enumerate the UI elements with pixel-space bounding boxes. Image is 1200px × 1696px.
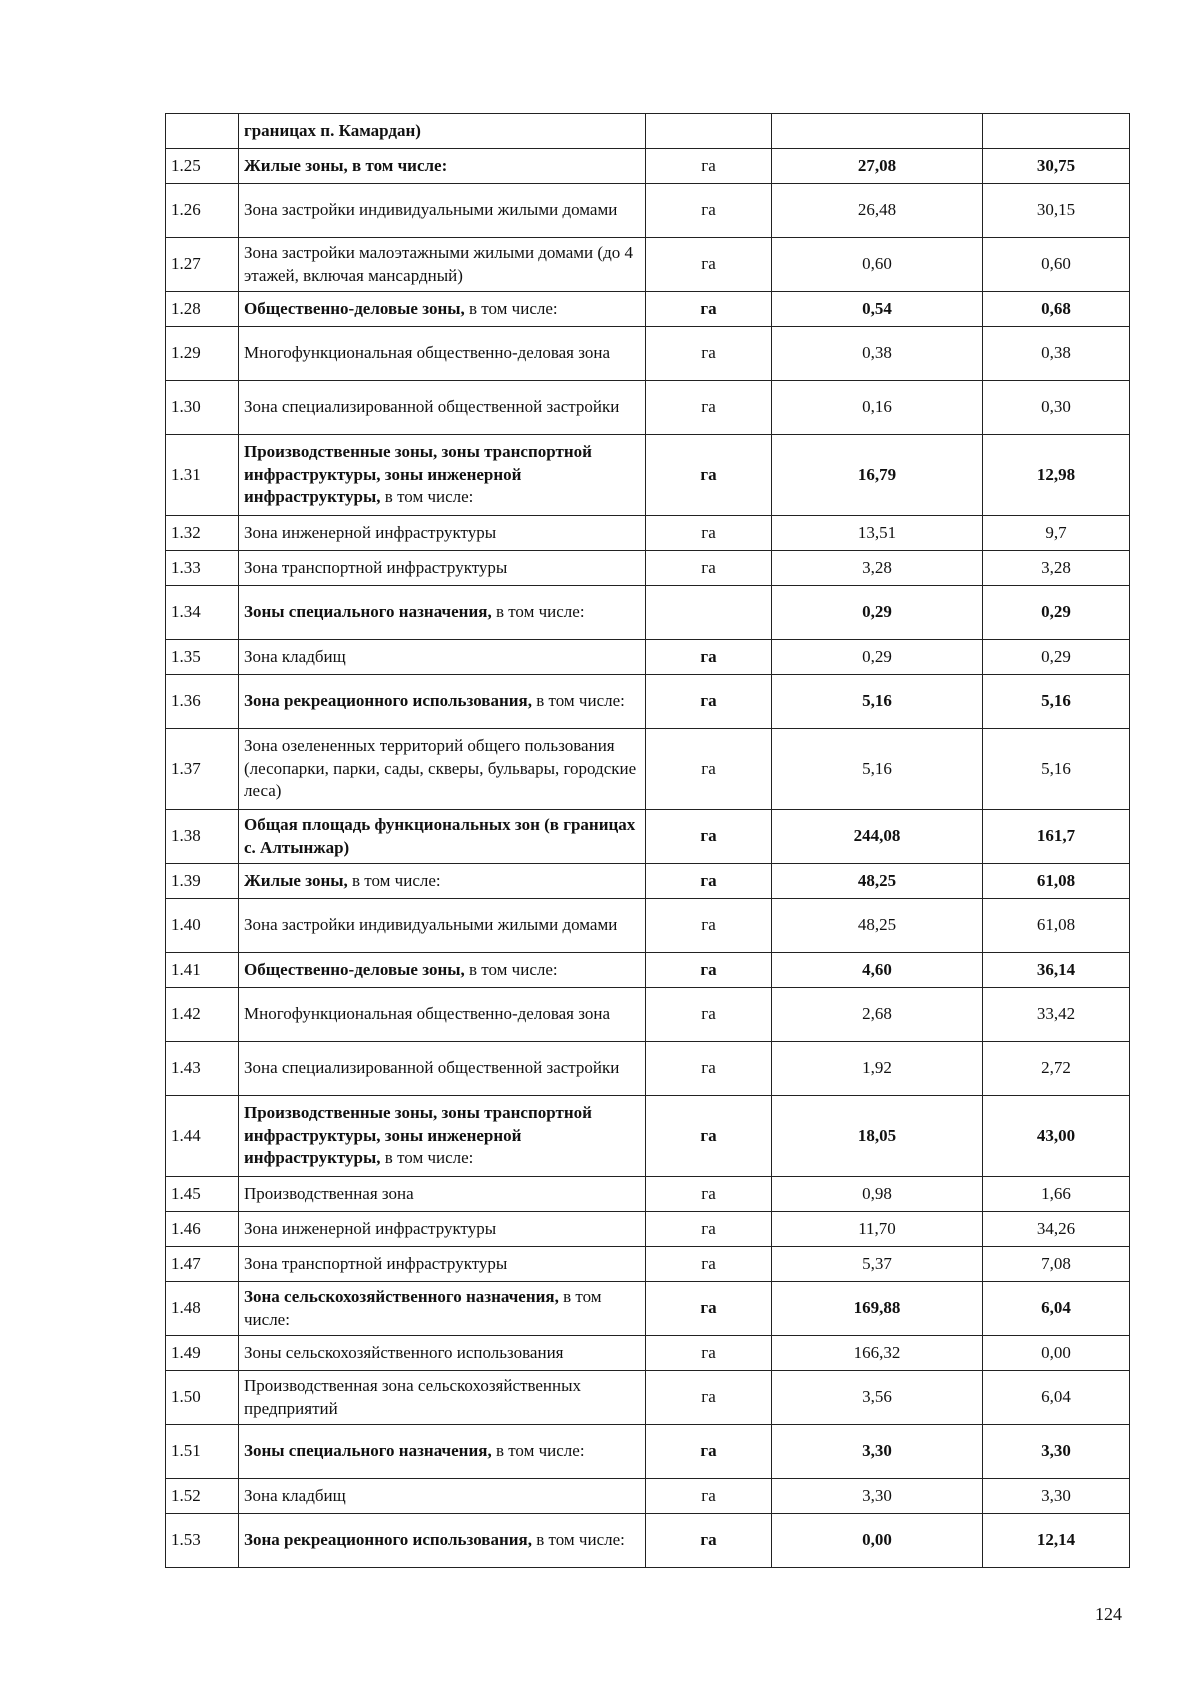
row-number: 1.38	[166, 810, 239, 864]
zone-name-text: Многофункциональная общественно-деловая зона	[244, 343, 611, 363]
unit-cell: га	[646, 864, 772, 899]
unit-cell: га	[646, 551, 772, 586]
value-planned-cell: 2,72	[983, 1042, 1130, 1096]
row-number: 1.36	[166, 675, 239, 729]
unit-cell: га	[646, 675, 772, 729]
zone-name-cell	[239, 1282, 646, 1336]
row-number: 1.46	[166, 1212, 239, 1247]
zone-name-text: Зона озелененных территорий общего пользования (лесопарки, парки, сады, скверы, бульвары, городские леса)	[244, 736, 637, 801]
unit-cell: га	[646, 1479, 772, 1514]
table-row	[166, 1514, 1130, 1568]
value-planned-cell: 0,30	[983, 381, 1130, 435]
value-planned-cell: 6,04	[983, 1371, 1130, 1425]
row-number: 1.53	[166, 1514, 239, 1568]
zone-name-cell	[239, 1247, 646, 1282]
unit-cell: га	[646, 149, 772, 184]
value-planned-cell: 5,16	[983, 675, 1130, 729]
row-number: 1.33	[166, 551, 239, 586]
value-planned-cell: 3,30	[983, 1479, 1130, 1514]
value-planned-cell: 30,15	[983, 184, 1130, 238]
value-planned-cell: 3,30	[983, 1425, 1130, 1479]
table-row	[166, 184, 1130, 238]
value-planned-cell: 0,29	[983, 640, 1130, 675]
zone-name-bold: Зоны специального назначения,	[244, 1441, 492, 1461]
zone-name-text: Зона транспортной инфраструктуры	[244, 1253, 508, 1273]
value-existing-cell: 5,16	[772, 729, 983, 810]
value-planned-cell: 0,00	[983, 1336, 1130, 1371]
unit-cell: га	[646, 810, 772, 864]
row-number: 1.37	[166, 729, 239, 810]
zone-name-text: в том числе:	[464, 298, 558, 318]
value-planned-cell: 43,00	[983, 1096, 1130, 1177]
zone-name-cell	[239, 551, 646, 586]
value-existing-cell: 3,30	[772, 1425, 983, 1479]
row-number	[166, 114, 239, 149]
table-row	[166, 1371, 1130, 1425]
zone-name-cell	[239, 1479, 646, 1514]
value-planned-cell: 0,68	[983, 292, 1130, 327]
value-existing-cell: 5,37	[772, 1247, 983, 1282]
row-number: 1.51	[166, 1425, 239, 1479]
value-existing-cell: 1,92	[772, 1042, 983, 1096]
table-row	[166, 292, 1130, 327]
row-number: 1.49	[166, 1336, 239, 1371]
zone-name-cell	[239, 292, 646, 327]
zone-name-text: Зона специализированной общественной застройки	[244, 397, 620, 417]
value-planned-cell: 161,7	[983, 810, 1130, 864]
unit-cell	[646, 114, 772, 149]
table-row	[166, 516, 1130, 551]
value-existing-cell: 0,29	[772, 586, 983, 640]
value-planned-cell: 36,14	[983, 953, 1130, 988]
unit-cell: га	[646, 184, 772, 238]
unit-cell: га	[646, 327, 772, 381]
zone-name-cell	[239, 899, 646, 953]
value-planned-cell: 0,29	[983, 586, 1130, 640]
unit-cell: га	[646, 435, 772, 516]
unit-cell: га	[646, 1247, 772, 1282]
row-number: 1.47	[166, 1247, 239, 1282]
row-number: 1.25	[166, 149, 239, 184]
unit-cell: га	[646, 1212, 772, 1247]
value-existing-cell: 2,68	[772, 988, 983, 1042]
zone-name-cell	[239, 1425, 646, 1479]
zone-name-text: в том числе:	[464, 959, 558, 979]
zone-name-cell	[239, 586, 646, 640]
zone-name-cell	[239, 953, 646, 988]
table-row	[166, 988, 1130, 1042]
value-existing-cell: 0,38	[772, 327, 983, 381]
zone-name-cell	[239, 435, 646, 516]
zone-name-cell	[239, 1042, 646, 1096]
zone-name-cell	[239, 238, 646, 292]
unit-cell: га	[646, 1514, 772, 1568]
zone-name-cell	[239, 729, 646, 810]
unit-cell: га	[646, 1371, 772, 1425]
row-number: 1.40	[166, 899, 239, 953]
row-number: 1.42	[166, 988, 239, 1042]
value-existing-cell: 244,08	[772, 810, 983, 864]
row-number: 1.32	[166, 516, 239, 551]
row-number: 1.45	[166, 1177, 239, 1212]
value-existing-cell: 3,56	[772, 1371, 983, 1425]
value-existing-cell: 11,70	[772, 1212, 983, 1247]
value-planned-cell: 3,28	[983, 551, 1130, 586]
unit-cell: га	[646, 640, 772, 675]
table-row	[166, 810, 1130, 864]
zone-name-cell	[239, 1096, 646, 1177]
zone-name-text: Производственная зона	[244, 1183, 414, 1203]
value-planned-cell: 61,08	[983, 899, 1130, 953]
zone-name-bold: границах п. Камардан)	[244, 120, 421, 140]
table-row	[166, 149, 1130, 184]
value-existing-cell: 3,28	[772, 551, 983, 586]
zone-name-text: Зона кладбищ	[244, 1485, 346, 1505]
table-row	[166, 729, 1130, 810]
table-row	[166, 1096, 1130, 1177]
row-number: 1.35	[166, 640, 239, 675]
table-row	[166, 551, 1130, 586]
value-existing-cell: 26,48	[772, 184, 983, 238]
row-number: 1.29	[166, 327, 239, 381]
zone-name-bold: Производственные зоны, зоны транспортной инфраструктуры, зоны инженерной инфраструктуры,	[244, 1103, 592, 1168]
zone-name-text: Зона специализированной общественной застройки	[244, 1058, 620, 1078]
zone-name-text: Зона застройки индивидуальными жилыми домами	[244, 915, 618, 935]
value-planned-cell: 34,26	[983, 1212, 1130, 1247]
zone-name-text: Зона застройки индивидуальными жилыми домами	[244, 200, 618, 220]
unit-cell: га	[646, 381, 772, 435]
table-row	[166, 1212, 1130, 1247]
value-existing-cell	[772, 114, 983, 149]
value-existing-cell: 0,54	[772, 292, 983, 327]
value-existing-cell: 0,98	[772, 1177, 983, 1212]
table-row	[166, 1042, 1130, 1096]
value-planned-cell: 12,98	[983, 435, 1130, 516]
value-existing-cell: 3,30	[772, 1479, 983, 1514]
value-existing-cell: 0,29	[772, 640, 983, 675]
unit-cell: га	[646, 292, 772, 327]
row-number: 1.34	[166, 586, 239, 640]
zone-name-cell	[239, 184, 646, 238]
zone-name-text: в том числе:	[244, 1286, 602, 1329]
functional-zones-table	[165, 113, 1130, 1568]
zone-name-cell	[239, 1336, 646, 1371]
value-existing-cell: 18,05	[772, 1096, 983, 1177]
table-row	[166, 1177, 1130, 1212]
table-row	[166, 586, 1130, 640]
unit-cell: га	[646, 1336, 772, 1371]
page-number: 124	[1095, 1604, 1122, 1624]
zone-name-cell	[239, 675, 646, 729]
zone-name-bold: Производственные зоны, зоны транспортной инфраструктуры, зоны инженерной инфраструктуры,	[244, 442, 592, 507]
table-row	[166, 435, 1130, 516]
zone-name-text: в том числе:	[532, 691, 625, 711]
zone-name-cell	[239, 1514, 646, 1568]
table-row	[166, 327, 1130, 381]
value-planned-cell: 6,04	[983, 1282, 1130, 1336]
zone-name-bold: Общественно-деловые зоны,	[244, 959, 465, 979]
unit-cell: га	[646, 899, 772, 953]
value-existing-cell: 4,60	[772, 953, 983, 988]
row-number: 1.52	[166, 1479, 239, 1514]
zone-name-text: Зона инженерной инфраструктуры	[244, 1218, 497, 1238]
value-planned-cell: 5,16	[983, 729, 1130, 810]
zone-name-text: в том числе:	[380, 487, 474, 507]
zone-name-text: Зона инженерной инфраструктуры	[244, 522, 497, 542]
table-row	[166, 238, 1130, 292]
zone-name-bold: Зона рекреационного использования,	[244, 1530, 533, 1550]
zone-name-text: в том числе:	[532, 1530, 625, 1550]
table-body	[166, 114, 1130, 1568]
row-number: 1.31	[166, 435, 239, 516]
value-existing-cell: 0,60	[772, 238, 983, 292]
table-row	[166, 381, 1130, 435]
value-existing-cell: 27,08	[772, 149, 983, 184]
value-planned-cell: 12,14	[983, 1514, 1130, 1568]
value-planned-cell: 7,08	[983, 1247, 1130, 1282]
table-row	[166, 953, 1130, 988]
row-number: 1.39	[166, 864, 239, 899]
zone-name-text: Производственная зона сельскохозяйственных предприятий	[244, 1375, 582, 1418]
unit-cell: га	[646, 1042, 772, 1096]
row-number: 1.41	[166, 953, 239, 988]
zone-name-cell	[239, 988, 646, 1042]
value-planned-cell: 61,08	[983, 864, 1130, 899]
row-number: 1.27	[166, 238, 239, 292]
value-planned-cell: 0,38	[983, 327, 1130, 381]
row-number: 1.44	[166, 1096, 239, 1177]
value-existing-cell: 166,32	[772, 1336, 983, 1371]
value-planned-cell	[983, 114, 1130, 149]
value-planned-cell: 0,60	[983, 238, 1130, 292]
zone-name-cell	[239, 381, 646, 435]
unit-cell: га	[646, 516, 772, 551]
unit-cell: га	[646, 238, 772, 292]
zone-name-bold: Общая площадь функциональных зон (в границах с. Алтынжар)	[244, 814, 636, 857]
table-row	[166, 1479, 1130, 1514]
value-existing-cell: 48,25	[772, 864, 983, 899]
unit-cell: га	[646, 1177, 772, 1212]
zone-name-bold: Зоны специального назначения,	[244, 602, 492, 622]
table-row	[166, 675, 1130, 729]
zone-name-text: Зона транспортной инфраструктуры	[244, 557, 508, 577]
zone-name-cell	[239, 149, 646, 184]
zone-name-text: в том числе:	[347, 870, 441, 890]
value-existing-cell: 16,79	[772, 435, 983, 516]
zone-name-text: Зона застройки малоэтажными жилыми домами (до 4 этажей, включая мансардный)	[244, 242, 633, 285]
zone-name-cell	[239, 1371, 646, 1425]
value-planned-cell: 33,42	[983, 988, 1130, 1042]
table-row	[166, 1336, 1130, 1371]
value-existing-cell: 0,00	[772, 1514, 983, 1568]
zone-name-text: в том числе:	[491, 1441, 585, 1461]
zone-name-bold: Жилые зоны,	[244, 870, 348, 890]
value-existing-cell: 5,16	[772, 675, 983, 729]
zone-name-cell	[239, 810, 646, 864]
zone-name-cell	[239, 114, 646, 149]
table-row	[166, 1282, 1130, 1336]
value-existing-cell: 48,25	[772, 899, 983, 953]
unit-cell: га	[646, 1096, 772, 1177]
row-number: 1.28	[166, 292, 239, 327]
zone-name-bold: Зона рекреационного использования,	[244, 691, 533, 711]
value-planned-cell: 9,7	[983, 516, 1130, 551]
unit-cell: га	[646, 729, 772, 810]
unit-cell	[646, 586, 772, 640]
unit-cell: га	[646, 1425, 772, 1479]
zone-name-text: Зоны сельскохозяйственного использования	[244, 1342, 564, 1362]
row-number: 1.26	[166, 184, 239, 238]
value-planned-cell: 1,66	[983, 1177, 1130, 1212]
zone-name-bold: Жилые зоны, в том числе:	[244, 155, 448, 175]
unit-cell: га	[646, 1282, 772, 1336]
zone-name-cell	[239, 864, 646, 899]
row-number: 1.48	[166, 1282, 239, 1336]
row-number: 1.30	[166, 381, 239, 435]
zone-name-text: Многофункциональная общественно-деловая зона	[244, 1004, 611, 1024]
zone-name-bold: Общественно-деловые зоны,	[244, 298, 465, 318]
zone-name-cell	[239, 1177, 646, 1212]
value-existing-cell: 13,51	[772, 516, 983, 551]
row-number: 1.43	[166, 1042, 239, 1096]
table-row	[166, 640, 1130, 675]
zone-name-cell	[239, 1212, 646, 1247]
zone-name-cell	[239, 640, 646, 675]
zone-name-text: Зона кладбищ	[244, 646, 346, 666]
unit-cell: га	[646, 953, 772, 988]
table-row	[166, 899, 1130, 953]
table-row	[166, 114, 1130, 149]
value-existing-cell: 169,88	[772, 1282, 983, 1336]
value-existing-cell: 0,16	[772, 381, 983, 435]
row-number: 1.50	[166, 1371, 239, 1425]
unit-cell: га	[646, 988, 772, 1042]
value-planned-cell: 30,75	[983, 149, 1130, 184]
table-row	[166, 1425, 1130, 1479]
zone-name-cell	[239, 327, 646, 381]
table-row	[166, 1247, 1130, 1282]
zone-name-text: в том числе:	[380, 1148, 474, 1168]
table-row	[166, 864, 1130, 899]
zone-name-bold: Зона сельскохозяйственного назначения,	[244, 1286, 559, 1306]
zone-name-cell	[239, 516, 646, 551]
zone-name-text: в том числе:	[491, 602, 585, 622]
